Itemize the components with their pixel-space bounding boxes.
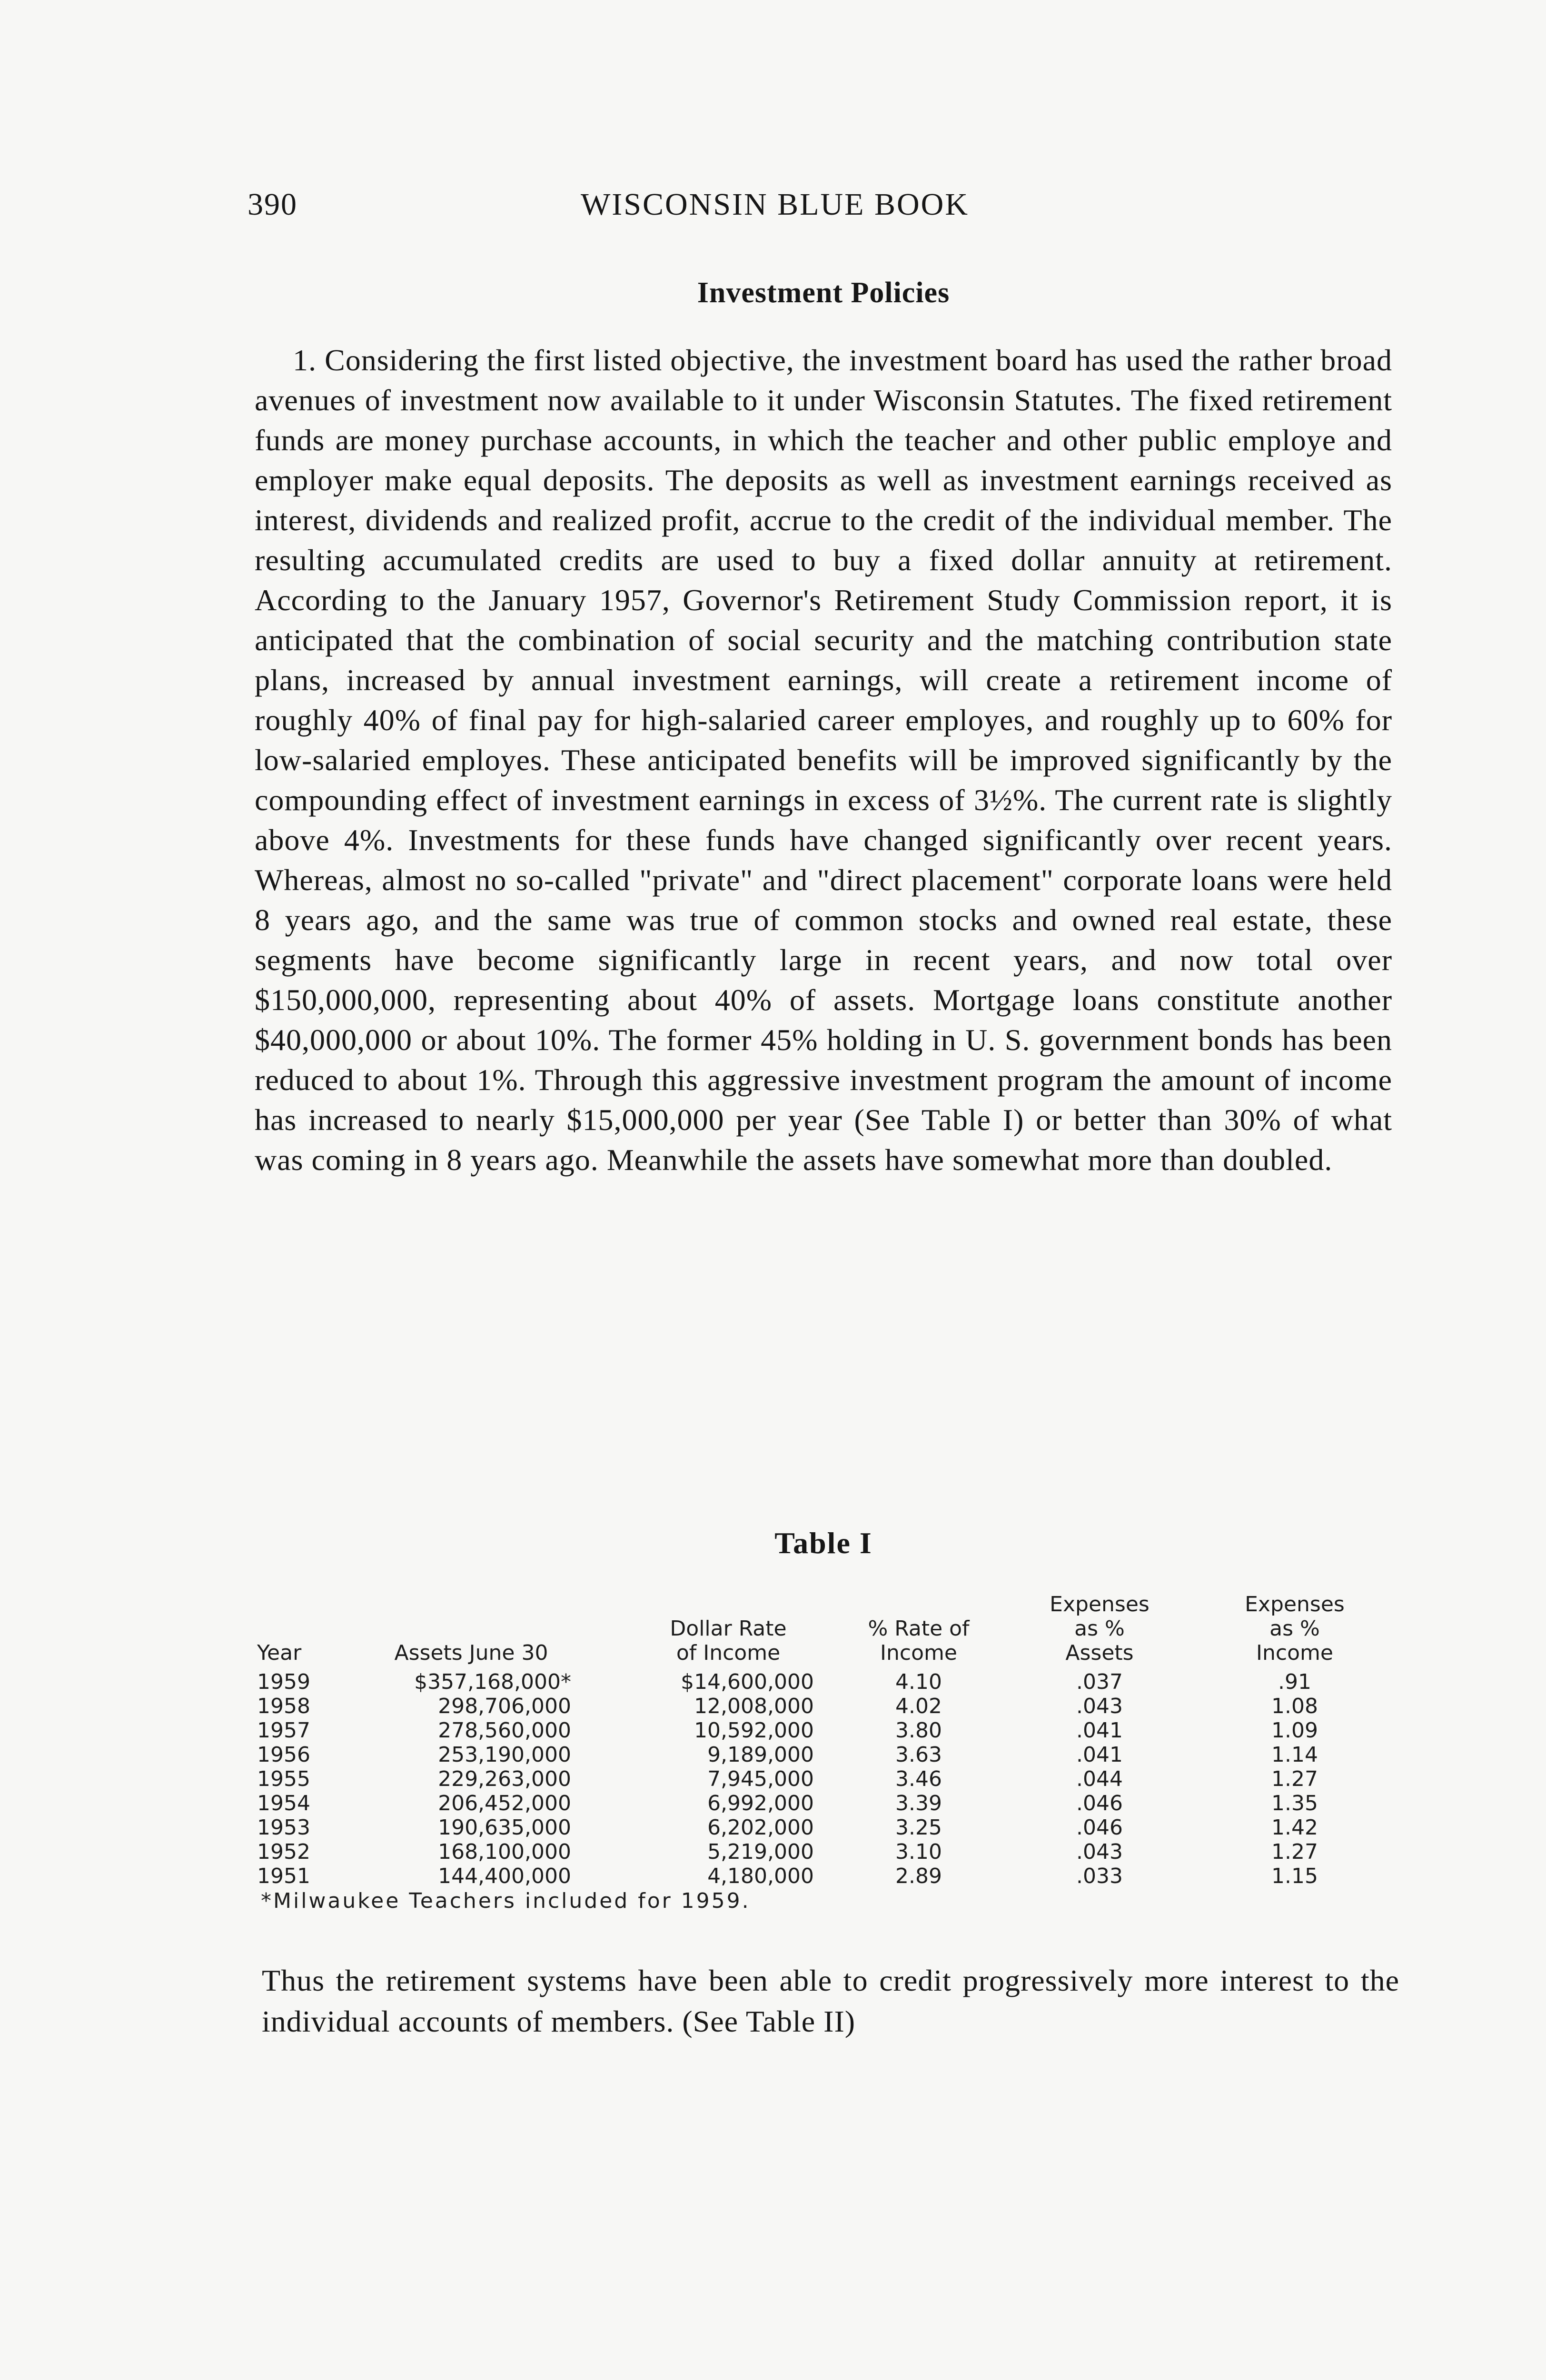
table-row: 1955 229,263,000 7,945,000 3.46 .044 1.27	[257, 1767, 1318, 1791]
col-header-expenses-assets: Expenses as % Assets	[1050, 1592, 1150, 1665]
table-row: 1953 190,635,000 6,202,000 3.25 .046 1.42	[257, 1815, 1318, 1840]
col-header-expenses-income: Expenses as % Income	[1245, 1592, 1345, 1665]
table-row: 1951 144,400,000 4,180,000 2.89 .033 1.15	[257, 1864, 1318, 1888]
section-title: Investment Policies	[697, 277, 950, 309]
page-number: 390	[248, 187, 297, 222]
col-header-assets: Assets June 30	[394, 1641, 548, 1665]
table-row: 1957 278,560,000 10,592,000 3.80 .041 1.09	[257, 1718, 1318, 1743]
closing-paragraph: Thus the retirement systems have been able to credit progressively more interest to the individual accounts of members. (See Table II)	[262, 1964, 1399, 2038]
table-title: Table I	[774, 1526, 872, 1560]
investment-table	[257, 1592, 1399, 1888]
col-header-dollar-rate: Dollar Rate of Income	[670, 1616, 787, 1665]
running-head: WISCONSIN BLUE BOOK	[581, 187, 969, 222]
table-row: 1959 $357,168,000* $14,600,000 4.10 .037 .91	[257, 1670, 1311, 1694]
table-row: 1956 253,190,000 9,189,000 3.63 .041 1.14	[257, 1743, 1318, 1767]
table-row: 1958 298,706,000 12,008,000 4.02 .043 1.08	[257, 1694, 1318, 1718]
page-header	[248, 187, 1399, 229]
col-header-year: Year	[257, 1641, 302, 1665]
body-paragraph-text: 1. Considering the first listed objective, the investment board has used the rather broad avenues of investment now available to it under Wisconsin Statutes. The fixed retirement funds are money purchase accounts, in which the teacher and other public employe and employer make equal deposits. The deposits as well as investment earnings received as interest, dividends and realized profit, accrue to the credit of the individual member. The resulting accumulated credits are used to buy a fixed dollar annuity at retirement. According to the January 1957, Governor's Retirement Study Commission report, it is anticipated that the combination of social security and the matching contribution state plans, increased by annual investment earnings, will create a retirement income of roughly 40% of final pay for high-salaried career employes, and roughly up to 60% for low-salaried employes. These anticipated benefits will be improved significantly by the compounding effect of investment earnings in excess of 3½%. The current rate is slightly above 4%. Investments for these funds have changed significantly over recent years. Whereas, almost no so-called "private" and "direct placement" corporate loans were held 8 years ago, and the same was true of common stocks and owned real estate, these segments have become significantly large in recent years, and now total over $150,000,000, representing about 40% of assets. Mortgage loans constitute another $40,000,000 or about 10%. The former 45% holding in U. S. government bonds has been reduced to about 1%. Through this aggressive investment program the amount of income has increased to nearly $15,000,000 per year (See Table I) or better than 30% of what was coming in 8 years ago. Meanwhile the assets have somewhat more than doubled.	[255, 343, 1392, 1177]
table-row: 1952 168,100,000 5,219,000 3.10 .043 1.27	[257, 1840, 1318, 1864]
table-footnote: *Milwaukee Teachers included for 1959.	[261, 1889, 751, 1913]
col-header-pct-rate: % Rate of Income	[868, 1616, 970, 1665]
table-header	[257, 1592, 1399, 1670]
body-paragraph	[255, 340, 1392, 1180]
table-row: 1954 206,452,000 6,992,000 3.39 .046 1.35	[257, 1791, 1318, 1815]
